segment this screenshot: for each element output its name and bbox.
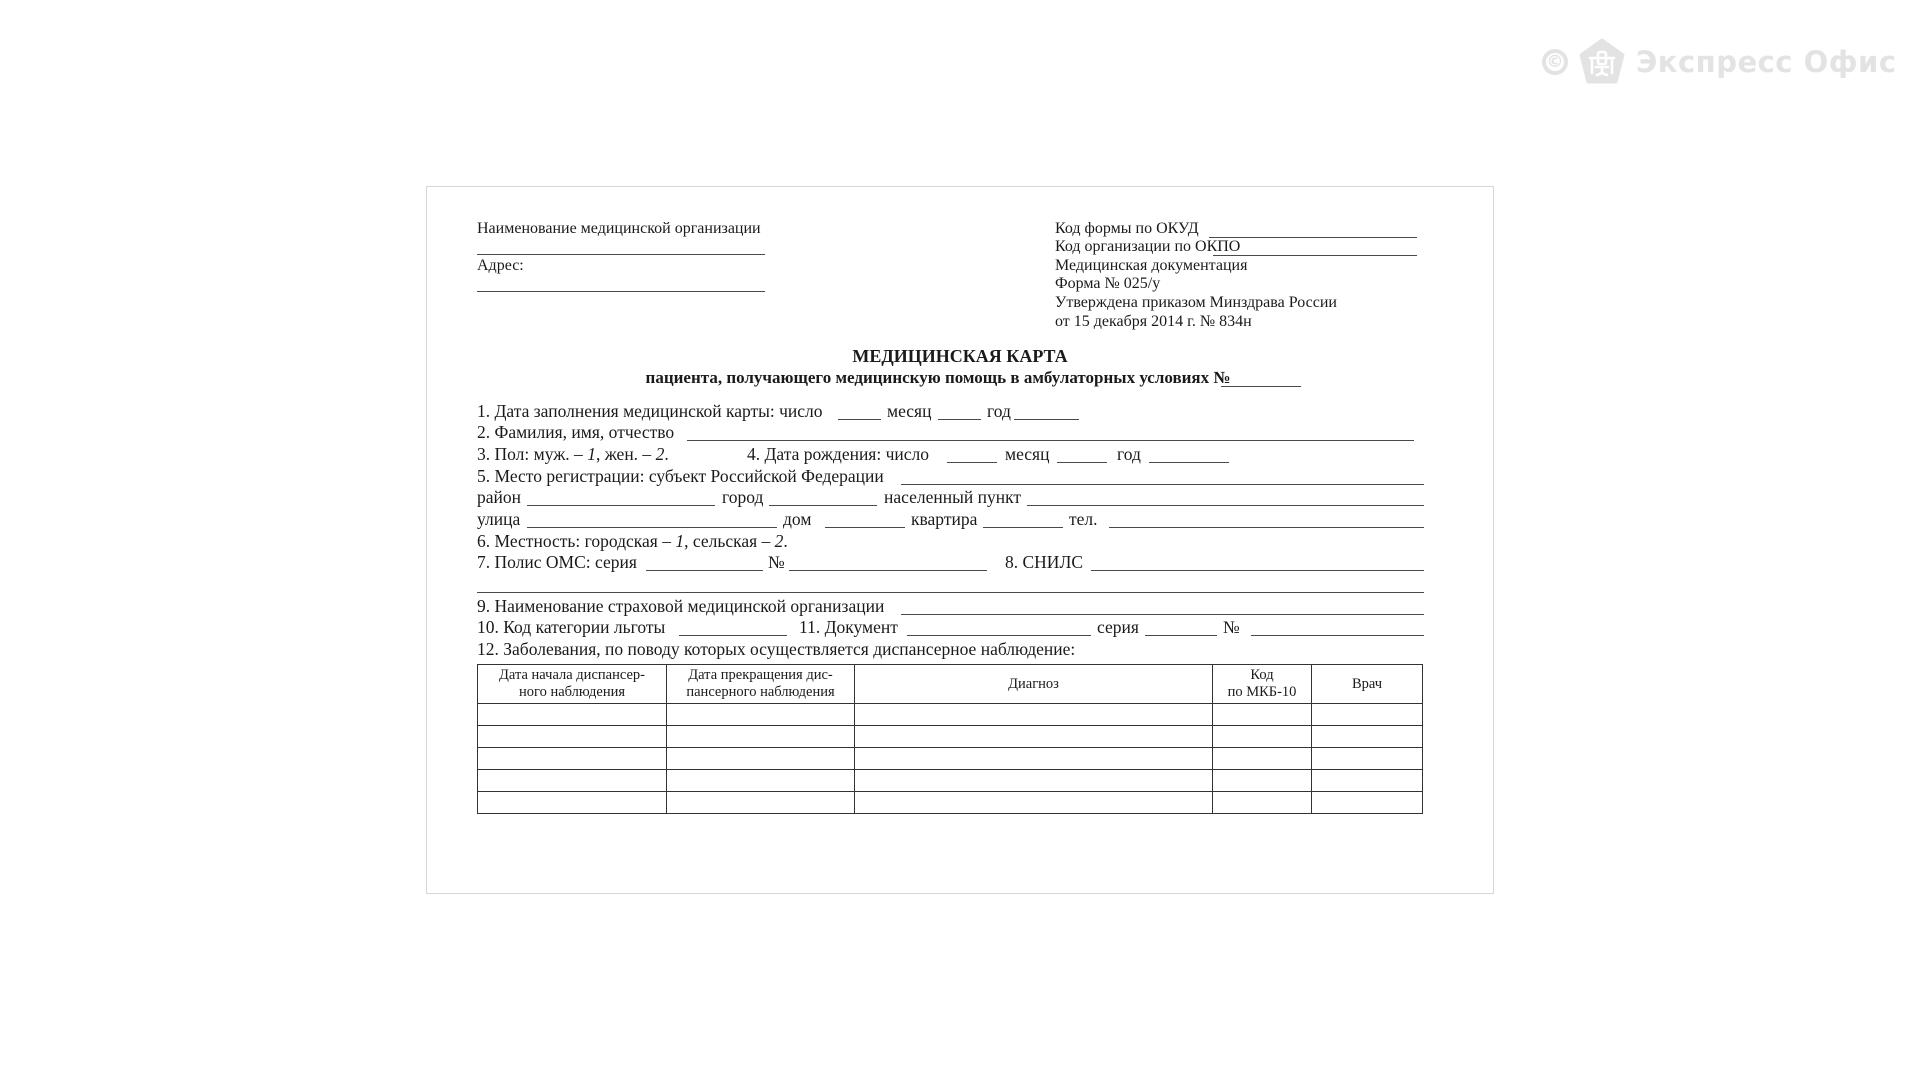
cell-diagnosis[interactable] — [855, 792, 1213, 814]
field-4-month-label: месяц — [1005, 444, 1050, 464]
card-number-line[interactable] — [1221, 386, 1301, 387]
field-3-end: . — [664, 444, 669, 464]
cell-end-date[interactable] — [667, 726, 855, 748]
field-5-region-line[interactable] — [901, 484, 1424, 485]
cell-end-date[interactable] — [667, 770, 855, 792]
medical-card-form — [426, 186, 1494, 894]
field-5-apartment-line[interactable] — [983, 527, 1063, 528]
cell-icd10-code[interactable] — [1213, 770, 1312, 792]
field-6-rural-code: 2 — [774, 531, 784, 551]
org-name-label: Наименование медицинской организации — [477, 220, 761, 237]
field-4-label: 4. Дата рождения: число — [747, 444, 930, 464]
field-5-label: 5. Место регистрации: субъект Российской Федерации — [477, 466, 884, 486]
field-12-label: 12. Заболевания, по поводу которых осуществляется диспансерное наблюдение: — [477, 639, 1076, 659]
field-4-year-label: год — [1117, 444, 1141, 464]
cell-doctor[interactable] — [1312, 792, 1423, 814]
form-subtitle: пациента, получающего медицинскую помощь в амбулаторных условиях № — [645, 368, 1231, 387]
field-7-number-line[interactable] — [789, 570, 987, 571]
extra-blank-line[interactable] — [477, 592, 1424, 593]
field-1-label: 1. Дата заполнения медицинской карты: число — [477, 401, 823, 421]
field-11-label: 11. Документ — [799, 617, 898, 637]
field-3-label — [477, 444, 669, 464]
okpo-label: Код организации по ОКПО — [1055, 238, 1241, 255]
field-11-series-line[interactable] — [1145, 635, 1217, 636]
field-3-male-code: 1 — [587, 444, 596, 464]
field-1-month-label: месяц — [887, 401, 932, 421]
table-row — [478, 726, 1423, 748]
table-body — [478, 704, 1423, 814]
field-6-urban-code: 1 — [675, 531, 685, 551]
cell-start-date[interactable] — [478, 726, 667, 748]
header-diagnosis: Диагноз — [855, 665, 1213, 704]
org-name-line[interactable] — [477, 254, 765, 255]
field-6-rural-text: , сельская – — [684, 531, 771, 551]
field-10-line[interactable] — [679, 635, 787, 636]
field-4-month-line[interactable] — [1057, 462, 1107, 463]
field-5-phone-label: тел. — [1069, 509, 1098, 529]
cell-doctor[interactable] — [1312, 726, 1423, 748]
cell-icd10-code[interactable] — [1213, 704, 1312, 726]
field-4-year-line[interactable] — [1149, 462, 1229, 463]
field-5-house-line[interactable] — [825, 527, 905, 528]
field-5-locality-label: населенный пункт — [884, 487, 1022, 507]
cell-diagnosis[interactable] — [855, 770, 1213, 792]
okpo-line[interactable] — [1213, 255, 1417, 256]
field-1-month-line[interactable] — [938, 419, 981, 420]
cell-end-date[interactable] — [667, 748, 855, 770]
field-1-year-line[interactable] — [1014, 419, 1079, 420]
table-row — [478, 770, 1423, 792]
cell-start-date[interactable] — [478, 792, 667, 814]
field-2-fullname-line[interactable] — [687, 440, 1414, 441]
field-6-label — [477, 531, 788, 551]
address-line[interactable] — [477, 291, 765, 292]
cell-start-date[interactable] — [478, 748, 667, 770]
table-row — [478, 792, 1423, 814]
table-header-row — [478, 665, 1423, 704]
okud-label: Код формы по ОКУД — [1055, 220, 1199, 237]
field-2-label: 2. Фамилия, имя, отчество — [477, 422, 675, 442]
table-row — [478, 748, 1423, 770]
field-11-document-line[interactable] — [907, 635, 1091, 636]
field-5-street-label: улица — [477, 509, 521, 529]
field-11-number-label: № — [1223, 617, 1240, 637]
field-5-apartment-label: квартира — [911, 509, 978, 529]
field-5-district-line[interactable] — [527, 505, 715, 506]
watermark — [1542, 36, 1897, 88]
cell-end-date[interactable] — [667, 704, 855, 726]
field-4-day-line[interactable] — [947, 462, 997, 463]
field-9-label: 9. Наименование страховой медицинской организации — [477, 596, 885, 616]
field-8-label: 8. СНИЛС — [1005, 552, 1083, 572]
field-9-insurer-line[interactable] — [901, 614, 1424, 615]
field-5-phone-line[interactable] — [1109, 527, 1424, 528]
form-number: Форма № 025/у — [1055, 275, 1161, 292]
field-11-number-line[interactable] — [1251, 635, 1424, 636]
field-5-city-label: город — [722, 487, 764, 507]
dispensary-observation-table — [477, 664, 1423, 814]
field-5-house-label: дом — [783, 509, 812, 529]
field-8-snils-line[interactable] — [1091, 570, 1424, 571]
cell-diagnosis[interactable] — [855, 704, 1213, 726]
field-5-district-label: район — [477, 487, 521, 507]
cell-diagnosis[interactable] — [855, 748, 1213, 770]
field-5-locality-line[interactable] — [1027, 505, 1424, 506]
field-6-end: . — [783, 531, 788, 551]
field-5-street-line[interactable] — [527, 527, 777, 528]
cell-doctor[interactable] — [1312, 748, 1423, 770]
address-label: Адрес: — [477, 257, 524, 274]
cell-start-date[interactable] — [478, 704, 667, 726]
copyright-icon: © — [1542, 49, 1568, 75]
approved-line-2: от 15 декабря 2014 г. № 834н — [1055, 313, 1252, 330]
field-10-label: 10. Код категории льготы — [477, 617, 666, 637]
cell-icd10-code[interactable] — [1213, 792, 1312, 814]
field-5-city-line[interactable] — [769, 505, 877, 506]
field-11-series-label: серия — [1097, 617, 1139, 637]
cell-start-date[interactable] — [478, 770, 667, 792]
cell-icd10-code[interactable] — [1213, 726, 1312, 748]
field-3-text: 3. Пол: муж. – — [477, 444, 583, 464]
cell-doctor[interactable] — [1312, 770, 1423, 792]
header-doctor: Врач — [1312, 665, 1423, 704]
header-icd10-code: Код по МКБ-10 — [1213, 665, 1312, 704]
header-start-date: Дата начала диспансер- ного наблюдения — [478, 665, 667, 704]
doc-type: Медицинская документация — [1055, 257, 1248, 274]
field-1-year-label: год — [987, 401, 1011, 421]
office-chair-pentagon-icon — [1578, 38, 1626, 86]
table-row — [478, 704, 1423, 726]
brand-name: Экспресс Офис — [1636, 45, 1897, 79]
header-end-date: Дата прекращения дис- пансерного наблюдения — [667, 665, 855, 704]
field-3-female-code: 2 — [655, 444, 665, 464]
field-3-female-text: , жен. – — [595, 444, 652, 464]
field-6-text: 6. Местность: городская – — [477, 531, 671, 551]
field-1-day-line[interactable] — [838, 419, 881, 420]
cell-end-date[interactable] — [667, 792, 855, 814]
field-7-series-line[interactable] — [646, 570, 763, 571]
field-7-number-label: № — [768, 552, 785, 572]
field-7-label: 7. Полис ОМС: серия — [477, 552, 637, 572]
form-title: МЕДИЦИНСКАЯ КАРТА — [852, 346, 1068, 366]
approved-line-1: Утверждена приказом Минздрава России — [1055, 294, 1337, 311]
cell-diagnosis[interactable] — [855, 726, 1213, 748]
cell-doctor[interactable] — [1312, 704, 1423, 726]
cell-icd10-code[interactable] — [1213, 748, 1312, 770]
